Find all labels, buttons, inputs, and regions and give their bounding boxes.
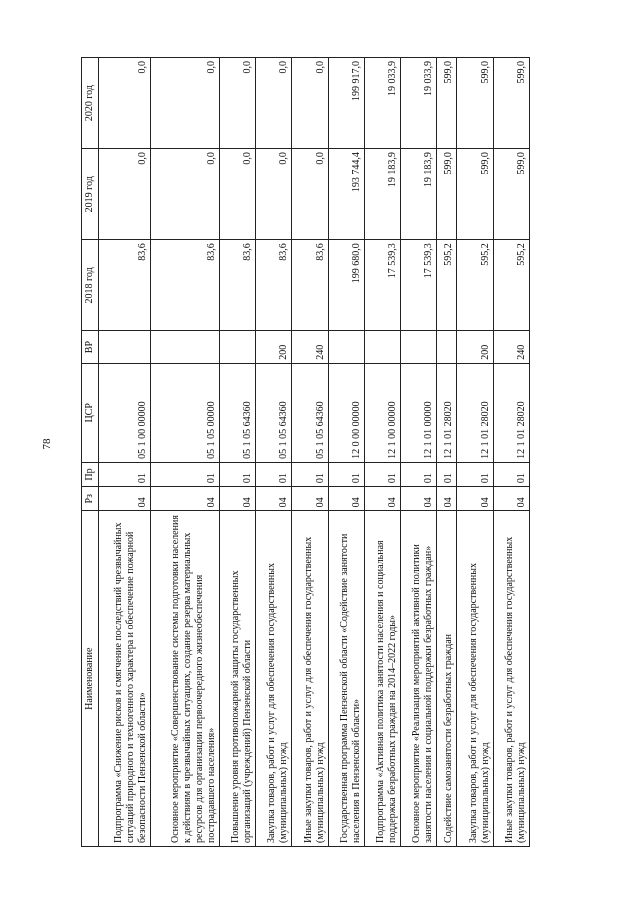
cell-vr: 200 bbox=[457, 331, 493, 363]
cell-name: Иные закупки товаров, работ и услуг для обеспечения государственных (муниципальных) нужд bbox=[292, 511, 328, 847]
cell-rz: 04 bbox=[256, 487, 292, 511]
cell-2020: 0,0 bbox=[99, 58, 151, 149]
table-body bbox=[99, 58, 530, 847]
cell-vr: 200 bbox=[256, 331, 292, 363]
cell-2020: 19 033,9 bbox=[364, 58, 400, 149]
cell-2018: 83,6 bbox=[151, 240, 219, 331]
cell-name: Иные закупки товаров, работ и услуг для обеспечения государственных (муниципальных) нужд bbox=[493, 511, 529, 847]
table-row bbox=[99, 58, 151, 847]
cell-name: Закупка товаров, работ и услуг для обеспечения государственных (муниципальных) нужд bbox=[457, 511, 493, 847]
cell-pr: 01 bbox=[219, 462, 255, 486]
cell-2020: 599,0 bbox=[457, 58, 493, 149]
cell-rz: 04 bbox=[457, 487, 493, 511]
column-header: 2019 год bbox=[82, 149, 99, 240]
cell-vr bbox=[99, 331, 151, 363]
column-header: ЦСР bbox=[82, 363, 99, 462]
cell-pr: 01 bbox=[292, 462, 328, 486]
table-row bbox=[219, 58, 255, 847]
cell-2019: 0,0 bbox=[151, 149, 219, 240]
cell-pr: 01 bbox=[493, 462, 529, 486]
cell-vr: 240 bbox=[493, 331, 529, 363]
cell-2020: 0,0 bbox=[219, 58, 255, 149]
column-header: Наименование bbox=[82, 511, 99, 847]
cell-csr: 12 1 01 28020 bbox=[493, 363, 529, 462]
table-row bbox=[437, 58, 457, 847]
cell-2019: 599,0 bbox=[437, 149, 457, 240]
cell-2018: 199 680,0 bbox=[328, 240, 364, 331]
cell-2018: 595,2 bbox=[493, 240, 529, 331]
cell-rz: 04 bbox=[328, 487, 364, 511]
cell-rz: 04 bbox=[437, 487, 457, 511]
cell-2020: 199 917,0 bbox=[328, 58, 364, 149]
cell-name: Подпрограмма «Активная политика занятости населения и социальная поддержка безработных граждан на 2014–2022 годы» bbox=[364, 511, 400, 847]
cell-2019: 0,0 bbox=[256, 149, 292, 240]
cell-2018: 17 539,3 bbox=[364, 240, 400, 331]
cell-2019: 0,0 bbox=[292, 149, 328, 240]
cell-csr: 12 1 01 00000 bbox=[401, 363, 437, 462]
cell-pr: 01 bbox=[328, 462, 364, 486]
cell-2018: 83,6 bbox=[219, 240, 255, 331]
cell-2019: 0,0 bbox=[219, 149, 255, 240]
cell-csr: 05 1 05 64360 bbox=[256, 363, 292, 462]
cell-vr bbox=[364, 331, 400, 363]
cell-csr: 05 1 05 00000 bbox=[151, 363, 219, 462]
cell-pr: 01 bbox=[437, 462, 457, 486]
cell-pr: 01 bbox=[256, 462, 292, 486]
cell-vr bbox=[437, 331, 457, 363]
cell-vr: 240 bbox=[292, 331, 328, 363]
table-row bbox=[401, 58, 437, 847]
cell-vr bbox=[328, 331, 364, 363]
table-row bbox=[151, 58, 219, 847]
cell-vr bbox=[401, 331, 437, 363]
column-header: ВР bbox=[82, 331, 99, 363]
cell-2020: 599,0 bbox=[437, 58, 457, 149]
cell-name: Основное мероприятие «Реализация мероприятий активной политики занятости населения и социальной поддержки безработных граждан» bbox=[401, 511, 437, 847]
cell-vr bbox=[151, 331, 219, 363]
cell-2018: 83,6 bbox=[99, 240, 151, 331]
cell-2020: 19 033,9 bbox=[401, 58, 437, 149]
cell-name: Государственная программа Пензенской области «Содействие занятости населения в Пензенской области» bbox=[328, 511, 364, 847]
cell-2020: 0,0 bbox=[151, 58, 219, 149]
cell-rz: 04 bbox=[493, 487, 529, 511]
cell-rz: 04 bbox=[99, 487, 151, 511]
cell-2020: 599,0 bbox=[493, 58, 529, 149]
cell-2020: 0,0 bbox=[256, 58, 292, 149]
cell-csr: 05 1 00 00000 bbox=[99, 363, 151, 462]
cell-2018: 83,6 bbox=[256, 240, 292, 331]
cell-csr: 12 1 00 00000 bbox=[364, 363, 400, 462]
cell-rz: 04 bbox=[292, 487, 328, 511]
cell-csr: 12 1 01 28020 bbox=[437, 363, 457, 462]
cell-name: Повышение уровня противопожарной защиты государственных организаций (учреждений) Пензенской области bbox=[219, 511, 255, 847]
table-row bbox=[457, 58, 493, 847]
cell-2019: 19 183,9 bbox=[401, 149, 437, 240]
cell-2019: 19 183,9 bbox=[364, 149, 400, 240]
cell-pr: 01 bbox=[364, 462, 400, 486]
cell-vr bbox=[219, 331, 255, 363]
cell-2019: 0,0 bbox=[99, 149, 151, 240]
cell-pr: 01 bbox=[99, 462, 151, 486]
column-header: Пр bbox=[82, 462, 99, 486]
budget-table bbox=[81, 57, 530, 847]
cell-name: Основное мероприятие «Совершенствование системы подготовки населения к действиям в чрезвычайных ситуациях, создание резерва материальных ресурсов для организации первоочередного жизнеобеспечения пострадавшего населения» bbox=[151, 511, 219, 847]
cell-name: Подпрограмма «Снижение рисков и смягчение последствий чрезвычайных ситуаций природного и техногенного характера и обеспечение пожарной безопасности Пензенской области» bbox=[99, 511, 151, 847]
cell-2018: 83,6 bbox=[292, 240, 328, 331]
cell-2019: 599,0 bbox=[457, 149, 493, 240]
cell-csr: 12 0 00 00000 bbox=[328, 363, 364, 462]
cell-pr: 01 bbox=[401, 462, 437, 486]
column-header: Рз bbox=[82, 487, 99, 511]
cell-rz: 04 bbox=[151, 487, 219, 511]
cell-csr: 05 1 05 64360 bbox=[219, 363, 255, 462]
cell-2020: 0,0 bbox=[292, 58, 328, 149]
table-row bbox=[364, 58, 400, 847]
table-row bbox=[328, 58, 364, 847]
column-header: 2020 год bbox=[82, 58, 99, 149]
page-number: 78 bbox=[41, 438, 53, 450]
cell-rz: 04 bbox=[401, 487, 437, 511]
table-row bbox=[292, 58, 328, 847]
cell-2018: 595,2 bbox=[437, 240, 457, 331]
cell-2018: 595,2 bbox=[457, 240, 493, 331]
cell-2019: 193 744,4 bbox=[328, 149, 364, 240]
rotated-table-container bbox=[81, 57, 530, 847]
cell-rz: 04 bbox=[364, 487, 400, 511]
cell-2018: 17 539,3 bbox=[401, 240, 437, 331]
cell-2019: 599,0 bbox=[493, 149, 529, 240]
cell-rz: 04 bbox=[219, 487, 255, 511]
table-row bbox=[256, 58, 292, 847]
cell-name: Содействие самозанятости безработных граждан bbox=[437, 511, 457, 847]
cell-pr: 01 bbox=[457, 462, 493, 486]
cell-csr: 12 1 01 28020 bbox=[457, 363, 493, 462]
cell-csr: 05 1 05 64360 bbox=[292, 363, 328, 462]
cell-pr: 01 bbox=[151, 462, 219, 486]
column-header: 2018 год bbox=[82, 240, 99, 331]
table-header-row bbox=[82, 58, 99, 847]
cell-name: Закупка товаров, работ и услуг для обеспечения государственных (муниципальных) нужд bbox=[256, 511, 292, 847]
table-row bbox=[493, 58, 529, 847]
